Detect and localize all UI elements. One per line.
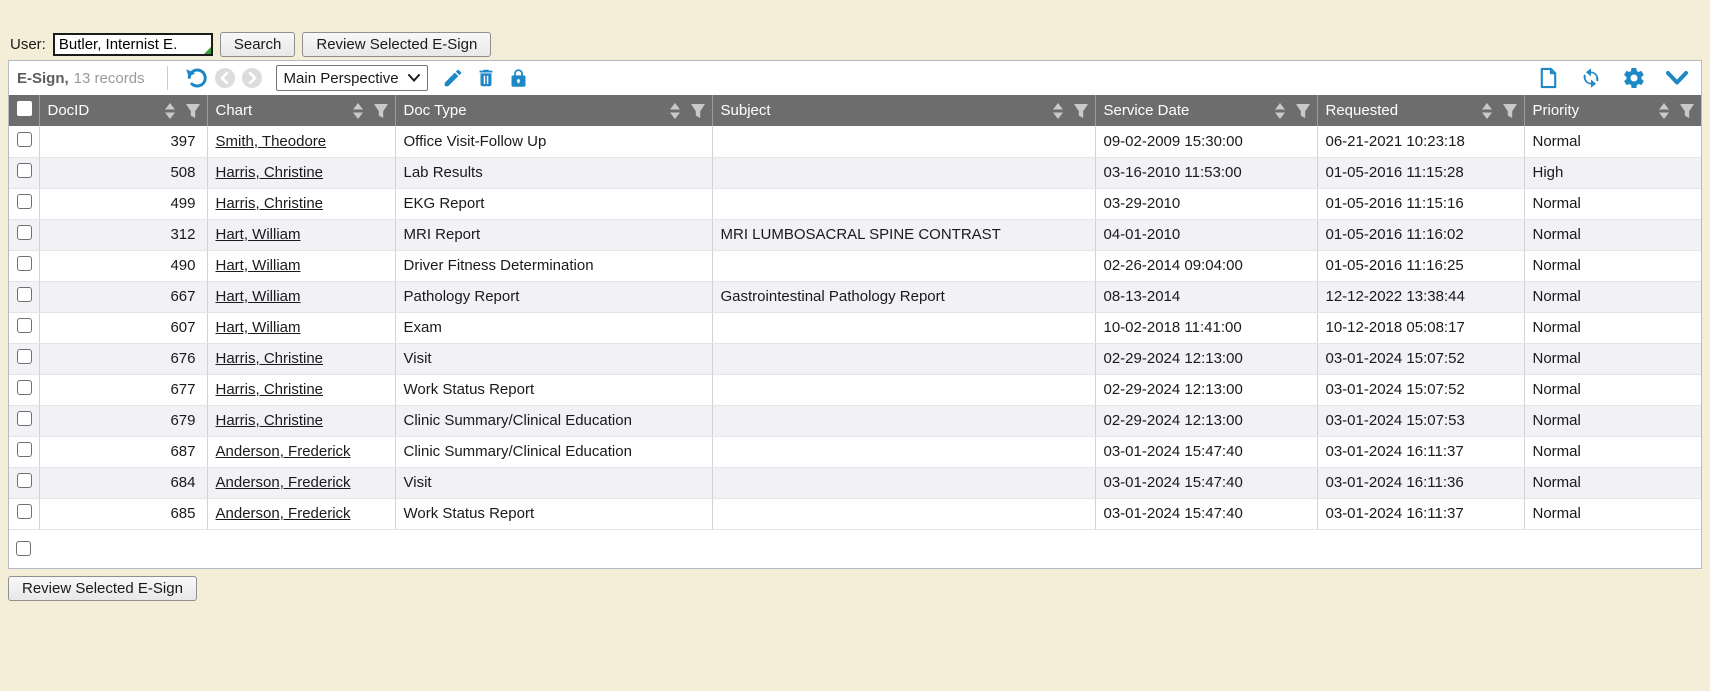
row-checkbox[interactable]: [17, 256, 32, 271]
filter-icon[interactable]: [1679, 103, 1695, 119]
col-header-chart[interactable]: [207, 95, 395, 126]
cell-doctype: Work Status Report: [395, 498, 712, 529]
cell-subject: [712, 467, 1095, 498]
cell-doctype: Driver Fitness Determination: [395, 250, 712, 281]
top-bar: [10, 31, 1702, 57]
filter-icon[interactable]: [373, 103, 389, 119]
cell-doctype: Clinic Summary/Clinical Education: [395, 405, 712, 436]
cell-doctype: Work Status Report: [395, 374, 712, 405]
resize-grip-icon[interactable]: [204, 47, 211, 54]
col-label: Service Date: [1103, 102, 1190, 119]
cell-chart: [207, 188, 395, 219]
next-icon[interactable]: [242, 68, 262, 88]
chart-link[interactable]: Anderson, Frederick: [215, 474, 351, 491]
cell-chart: [207, 498, 395, 529]
table-row: [9, 343, 1701, 374]
cell-doctype: Lab Results: [395, 157, 712, 188]
chart-link[interactable]: Harris, Christine: [215, 195, 324, 212]
row-checkbox[interactable]: [17, 411, 32, 426]
row-checkbox[interactable]: [17, 163, 32, 178]
sort-icon[interactable]: [1052, 103, 1064, 119]
table-row: [9, 312, 1701, 343]
cell-doctype: Pathology Report: [395, 281, 712, 312]
cell-docid: 490: [39, 250, 207, 281]
table-row: [9, 281, 1701, 312]
table-row: [9, 498, 1701, 529]
row-checkbox[interactable]: [17, 318, 32, 333]
cell-doctype: Office Visit-Follow Up: [395, 126, 712, 157]
cell-requested: 03-01-2024 16:11:36: [1317, 467, 1524, 498]
cell-service-date: 03-16-2010 11:53:00: [1095, 157, 1317, 188]
cell-docid: 687: [39, 436, 207, 467]
cell-priority: High: [1524, 157, 1701, 188]
col-header-service-date[interactable]: [1095, 95, 1317, 126]
chart-link[interactable]: Hart, William: [215, 257, 301, 274]
cell-subject: [712, 405, 1095, 436]
refresh-icon[interactable]: [1579, 66, 1603, 90]
esign-table: [9, 95, 1701, 530]
page: [0, 31, 1710, 601]
cell-service-date: 04-01-2010: [1095, 219, 1317, 250]
cell-requested: 01-05-2016 11:16:02: [1317, 219, 1524, 250]
cell-docid: 676: [39, 343, 207, 374]
footer-checkbox[interactable]: [16, 541, 31, 556]
cell-requested: 03-01-2024 15:07:52: [1317, 374, 1524, 405]
cell-docid: 679: [39, 405, 207, 436]
select-all-header-cell: [9, 95, 39, 126]
chart-link[interactable]: Harris, Christine: [215, 381, 324, 398]
cell-doctype: Visit: [395, 343, 712, 374]
cell-chart: [207, 250, 395, 281]
cell-priority: Normal: [1524, 498, 1701, 529]
cell-service-date: 03-01-2024 15:47:40: [1095, 498, 1317, 529]
cell-docid: 685: [39, 498, 207, 529]
cell-requested: 12-12-2022 13:38:44: [1317, 281, 1524, 312]
cell-service-date: 08-13-2014: [1095, 281, 1317, 312]
cell-priority: Normal: [1524, 188, 1701, 219]
delete-trash-icon[interactable]: [475, 67, 497, 89]
panel-utility-icons: [1537, 66, 1689, 90]
sort-icon[interactable]: [1274, 103, 1286, 119]
cell-service-date: 03-29-2010: [1095, 188, 1317, 219]
chart-link[interactable]: Hart, William: [215, 226, 301, 243]
table-row: [9, 374, 1701, 405]
cell-doctype: Visit: [395, 467, 712, 498]
cell-subject: Gastrointestinal Pathology Report: [712, 281, 1095, 312]
cell-docid: 684: [39, 467, 207, 498]
col-label: Chart: [215, 102, 253, 119]
cell-requested: 10-12-2018 05:08:17: [1317, 312, 1524, 343]
cell-priority: Normal: [1524, 250, 1701, 281]
row-checkbox[interactable]: [17, 287, 32, 302]
chart-link[interactable]: Hart, William: [215, 319, 301, 336]
filter-icon[interactable]: [1502, 103, 1518, 119]
row-checkbox[interactable]: [17, 380, 32, 395]
cell-chart: [207, 343, 395, 374]
cell-priority: Normal: [1524, 467, 1701, 498]
esign-panel: [8, 60, 1702, 569]
prev-icon[interactable]: [215, 68, 235, 88]
lock-icon[interactable]: [508, 67, 529, 89]
cell-doctype: EKG Report: [395, 188, 712, 219]
col-label: Subject: [720, 102, 771, 119]
undo-icon[interactable]: [184, 66, 208, 90]
sort-icon[interactable]: [352, 103, 364, 119]
cell-service-date: 09-02-2009 15:30:00: [1095, 126, 1317, 157]
cell-docid: 397: [39, 126, 207, 157]
col-label: Requested: [1325, 102, 1399, 119]
table-row: [9, 188, 1701, 219]
cell-service-date: 02-29-2024 12:13:00: [1095, 374, 1317, 405]
table-row: [9, 219, 1701, 250]
select-caret-icon: [408, 74, 420, 82]
row-checkbox[interactable]: [17, 349, 32, 364]
cell-requested: 03-01-2024 15:07:52: [1317, 343, 1524, 374]
perspective-action-icons: [442, 67, 529, 89]
col-header-priority[interactable]: [1524, 95, 1701, 126]
toolbar: [9, 61, 1701, 95]
cell-requested: 01-05-2016 11:15:28: [1317, 157, 1524, 188]
col-label: Doc Type: [403, 102, 467, 119]
filter-icon[interactable]: [185, 103, 201, 119]
cell-service-date: 02-29-2024 12:13:00: [1095, 343, 1317, 374]
cell-docid: 508: [39, 157, 207, 188]
cell-requested: 06-21-2021 10:23:18: [1317, 126, 1524, 157]
perspective-selected-value: Main Perspective: [283, 69, 399, 87]
sort-icon[interactable]: [1481, 103, 1493, 119]
sort-icon[interactable]: [164, 103, 176, 119]
cell-service-date: 03-01-2024 15:47:40: [1095, 436, 1317, 467]
search-button[interactable]: Search: [220, 32, 296, 57]
cell-priority: Normal: [1524, 343, 1701, 374]
chart-link[interactable]: Anderson, Frederick: [215, 505, 351, 522]
cell-service-date: 03-01-2024 15:47:40: [1095, 467, 1317, 498]
table-body: [9, 126, 1701, 529]
cell-priority: Normal: [1524, 219, 1701, 250]
cell-priority: Normal: [1524, 312, 1701, 343]
cell-priority: Normal: [1524, 281, 1701, 312]
cell-chart: [207, 312, 395, 343]
cell-service-date: 10-02-2018 11:41:00: [1095, 312, 1317, 343]
cell-subject: [712, 188, 1095, 219]
cell-subject: [712, 250, 1095, 281]
row-checkbox[interactable]: [17, 225, 32, 240]
cell-priority: Normal: [1524, 126, 1701, 157]
table-footer: [9, 530, 1701, 568]
review-selected-esign-button-top[interactable]: Review Selected E-Sign: [302, 32, 491, 57]
cell-priority: Normal: [1524, 374, 1701, 405]
chevron-down-icon[interactable]: [1665, 66, 1689, 90]
cell-priority: Normal: [1524, 436, 1701, 467]
cell-subject: [712, 312, 1095, 343]
cell-requested: 03-01-2024 16:11:37: [1317, 498, 1524, 529]
cell-doctype: Exam: [395, 312, 712, 343]
cell-doctype: Clinic Summary/Clinical Education: [395, 436, 712, 467]
row-checkbox[interactable]: [17, 442, 32, 457]
cell-subject: [712, 374, 1095, 405]
cell-subject: MRI LUMBOSACRAL SPINE CONTRAST: [712, 219, 1095, 250]
cell-requested: 01-05-2016 11:16:25: [1317, 250, 1524, 281]
chart-link[interactable]: Harris, Christine: [215, 164, 324, 181]
record-count: 13 records: [73, 69, 145, 87]
cell-chart: [207, 405, 395, 436]
cell-docid: 312: [39, 219, 207, 250]
cell-doctype: MRI Report: [395, 219, 712, 250]
table-row: [9, 157, 1701, 188]
user-input[interactable]: [53, 33, 213, 56]
cell-chart: [207, 436, 395, 467]
sort-icon[interactable]: [1658, 103, 1670, 119]
cell-chart: [207, 219, 395, 250]
cell-subject: [712, 157, 1095, 188]
chart-link[interactable]: Harris, Christine: [215, 412, 324, 429]
user-input-wrap: [53, 33, 213, 56]
cell-docid: 607: [39, 312, 207, 343]
chart-link[interactable]: Anderson, Frederick: [215, 443, 351, 460]
cell-docid: 677: [39, 374, 207, 405]
new-document-icon[interactable]: [1537, 66, 1560, 90]
cell-chart: [207, 467, 395, 498]
review-selected-esign-button-bottom[interactable]: Review Selected E-Sign: [8, 576, 197, 601]
bottom-bar: [8, 576, 1702, 601]
perspective-select[interactable]: [276, 65, 428, 91]
edit-pencil-icon[interactable]: [442, 67, 464, 89]
cell-chart: [207, 281, 395, 312]
sort-icon[interactable]: [669, 103, 681, 119]
user-label: User:: [10, 35, 46, 53]
filter-icon[interactable]: [690, 103, 706, 119]
panel-title: E-Sign,: [17, 69, 69, 87]
cell-requested: 03-01-2024 15:07:53: [1317, 405, 1524, 436]
cell-subject: [712, 436, 1095, 467]
cell-service-date: 02-29-2024 12:13:00: [1095, 405, 1317, 436]
chart-link[interactable]: Hart, William: [215, 288, 301, 305]
table-row: [9, 405, 1701, 436]
chart-link[interactable]: Smith, Theodore: [215, 132, 327, 150]
row-checkbox[interactable]: [17, 504, 32, 519]
cell-service-date: 02-26-2014 09:04:00: [1095, 250, 1317, 281]
cell-docid: 667: [39, 281, 207, 312]
toolbar-divider: [167, 66, 168, 90]
cell-subject: [712, 343, 1095, 374]
cell-requested: 03-01-2024 16:11:37: [1317, 436, 1524, 467]
cell-chart: [207, 126, 395, 157]
cell-priority: Normal: [1524, 405, 1701, 436]
select-all-checkbox[interactable]: [17, 101, 32, 116]
row-checkbox[interactable]: [17, 132, 32, 147]
cell-subject: [712, 498, 1095, 529]
col-label: Priority: [1532, 102, 1580, 119]
row-checkbox[interactable]: [17, 194, 32, 209]
cell-requested: 01-05-2016 11:15:16: [1317, 188, 1524, 219]
col-header-doctype[interactable]: [395, 95, 712, 126]
table-row: [9, 467, 1701, 498]
table-row: [9, 250, 1701, 281]
filter-icon[interactable]: [1295, 103, 1311, 119]
col-header-requested[interactable]: [1317, 95, 1524, 126]
col-label: DocID: [47, 102, 90, 119]
table-header: [9, 95, 1701, 126]
col-header-docid[interactable]: [39, 95, 207, 126]
table-row: [9, 126, 1701, 157]
settings-gear-icon[interactable]: [1622, 66, 1646, 90]
row-checkbox[interactable]: [17, 473, 32, 488]
cell-docid: 499: [39, 188, 207, 219]
cell-chart: [207, 374, 395, 405]
filter-icon[interactable]: [1073, 103, 1089, 119]
chart-link[interactable]: Harris, Christine: [215, 350, 324, 367]
col-header-subject[interactable]: [712, 95, 1095, 126]
cell-subject: [712, 126, 1095, 157]
cell-chart: [207, 157, 395, 188]
table-row: [9, 436, 1701, 467]
